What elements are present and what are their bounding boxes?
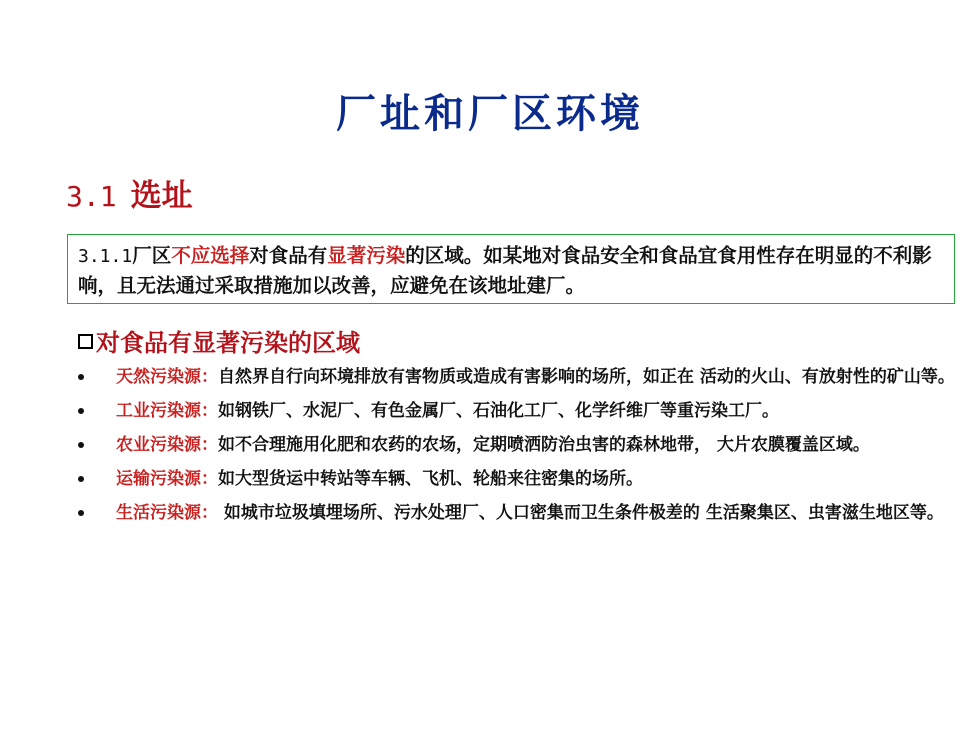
list-item-text: 如大型货运中转站等车辆、飞机、轮船来往密集的场所。	[218, 469, 643, 489]
section-heading	[66, 176, 193, 217]
bullet-dot-icon	[78, 374, 84, 380]
list-item	[78, 430, 966, 460]
bullet-dot-icon	[78, 442, 84, 448]
list-item-label: 农业污染源：	[116, 435, 218, 455]
requirement-highlight-1: 不应选择	[171, 244, 250, 267]
list-item-text: 如不合理施用化肥和农药的农场，定期喷洒防治虫害的森林地带， 大片农膜覆盖区域。	[218, 435, 870, 455]
list-item-label: 运输污染源：	[116, 469, 218, 489]
slide-title: 厂址和厂区环境	[336, 90, 644, 137]
section-label: 选址	[130, 178, 193, 214]
list-item	[78, 498, 966, 528]
list-item	[78, 464, 966, 494]
list-item-text: 自然界自行向环境排放有害物质或造成有害影响的场所，如正在 活动的火山、有放射性的矿山等。	[218, 367, 955, 387]
list-item-label: 天然污染源：	[116, 367, 218, 387]
square-bullet-icon	[78, 334, 93, 349]
requirement-text-3: 的区域。如某地对食品安全和食品宜食用性存在明显的不利影响，且无法通过采取措施加以改善，应避免在该地址建厂。	[78, 244, 932, 297]
list-item	[78, 362, 966, 392]
requirement-code: 3.1.1	[78, 246, 133, 267]
list-item-label: 工业污染源：	[116, 401, 218, 421]
subheading-text: 对食品有显著污染的区域	[96, 329, 360, 357]
bullet-dot-icon	[78, 476, 84, 482]
list-item-text: 如钢铁厂、水泥厂、有色金属厂、石油化工厂、化学纤维厂等重污染工厂。	[218, 401, 779, 421]
bullet-dot-icon	[78, 408, 84, 414]
section-number: 3.1	[66, 180, 117, 213]
pollution-source-list	[78, 362, 966, 532]
list-item-text: 如城市垃圾填埋场所、污水处理厂、人口密集而卫生条件极差的 生活聚集区、虫害滋生地区等。	[218, 503, 944, 523]
requirement-box	[67, 234, 955, 304]
requirement-text-1: 厂区	[132, 244, 172, 267]
requirement-highlight-2: 显著污染	[327, 244, 406, 267]
list-item	[78, 396, 966, 426]
bullet-dot-icon	[78, 510, 84, 516]
list-item-label: 生活污染源：	[116, 503, 218, 523]
requirement-text-2: 对食品有	[249, 244, 328, 267]
subheading	[78, 326, 360, 360]
